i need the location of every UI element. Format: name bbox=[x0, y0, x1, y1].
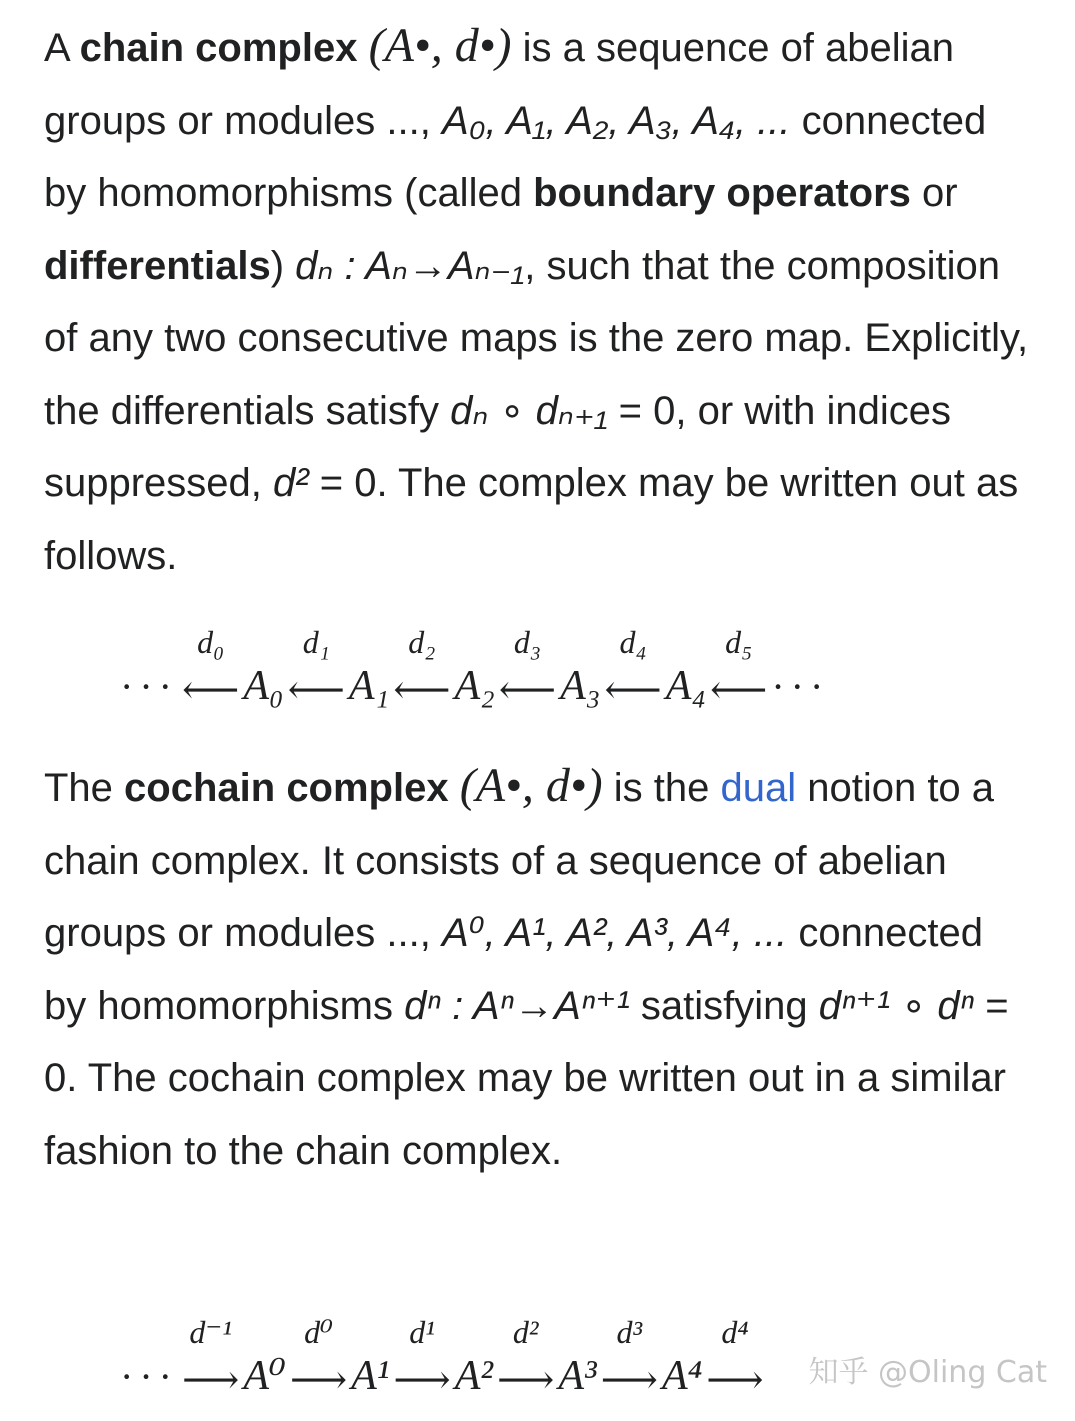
chain-arrow: d₀ ⟵ bbox=[181, 624, 240, 712]
chain-complex-definition: A chain complex (A•, d•) is a sequence of abelian groups or modules ..., A₀, A₁, A₂, A₃, A₄, ... connected by homomorphisms (called boundary operators or differentials) dₙ : Aₙ→Aₙ₋₁, such that the composition of any two consecutive maps is the zero map. Explicitly, the differentials satisfy dₙ ∘ dₙ₊₁ = 0, or with indices suppressed, d² = 0. The complex may be written out as follows. bbox=[44, 19, 1029, 578]
term-cochain-complex: cochain complex bbox=[124, 766, 449, 810]
d-squared: d² bbox=[273, 461, 309, 505]
cochain-node: A² bbox=[454, 1353, 493, 1399]
cochain-complex-notation: (A•, d•) bbox=[459, 759, 603, 812]
watermark: 知乎 @Oling Cat bbox=[808, 1355, 1047, 1390]
dual-link[interactable]: dual bbox=[720, 766, 797, 810]
chain-arrow: d₅ ⟵ bbox=[710, 624, 768, 712]
arrow-label: d₀ bbox=[197, 624, 225, 660]
cochain-sequence: A⁰, A¹, A², A³, A⁴, ... bbox=[441, 911, 788, 955]
arrow-label: d₃ bbox=[513, 624, 542, 660]
cochain-arrow: d¹ ⟶ bbox=[393, 1314, 451, 1402]
arrow-label: d⁻¹ bbox=[189, 1314, 232, 1350]
cochain-node: A¹ bbox=[351, 1353, 390, 1399]
chain-complex-diagram bbox=[120, 624, 1040, 712]
diagram-ellipsis: ··· bbox=[771, 664, 830, 709]
chain-node: A₃ bbox=[560, 663, 601, 709]
chain-arrow: d₁ ⟵ bbox=[287, 624, 345, 712]
arrow-label: d₄ bbox=[619, 624, 647, 660]
chain-node: A₄ bbox=[665, 663, 707, 709]
arrow-label: d⁴ bbox=[721, 1314, 749, 1350]
chain-complex-notation: (A•, d•) bbox=[368, 19, 512, 72]
cochain-arrow: d⁻¹ ⟶ bbox=[181, 1314, 240, 1402]
cochain-node: A⁰ bbox=[243, 1353, 286, 1399]
boundary-map: dₙ : Aₙ→Aₙ₋₁ bbox=[295, 243, 525, 288]
arrow-label: d² bbox=[512, 1314, 539, 1350]
arrow-label: d₁ bbox=[302, 624, 330, 660]
arrow-label: d₂ bbox=[408, 624, 436, 660]
term-boundary-operators: boundary operators bbox=[533, 171, 911, 215]
chain-node: A₀ bbox=[243, 663, 284, 709]
diagram-ellipsis: ··· bbox=[120, 664, 178, 709]
cochain-arrow: d² ⟶ bbox=[497, 1314, 555, 1402]
cochain-arrow: d⁰ ⟶ bbox=[289, 1314, 348, 1402]
term-differentials: differentials bbox=[44, 243, 271, 288]
cochain-composition: dⁿ⁺¹ ∘ dⁿ bbox=[818, 983, 975, 1028]
chain-arrow: d₄ ⟵ bbox=[604, 624, 662, 712]
term-chain-complex: chain complex bbox=[79, 26, 358, 70]
chain-node: A₂ bbox=[454, 663, 495, 709]
cochain-node: A³ bbox=[558, 1353, 597, 1399]
diagram-ellipsis: ··· bbox=[120, 1354, 178, 1399]
arrow-label: d₅ bbox=[725, 624, 753, 660]
composition-equation: dₙ ∘ dₙ₊₁ bbox=[450, 388, 608, 433]
arrow-label: d⁰ bbox=[304, 1314, 333, 1350]
cochain-node: A⁴ bbox=[661, 1353, 703, 1399]
chain-sequence: A₀, A₁, A₂, A₃, A₄, ... bbox=[441, 98, 791, 143]
arrow-label: d³ bbox=[616, 1314, 643, 1350]
chain-node: A₁ bbox=[348, 663, 390, 709]
cochain-arrow: d³ ⟶ bbox=[600, 1314, 658, 1402]
arrow-label: d¹ bbox=[409, 1314, 435, 1350]
cochain-arrow: d⁴ ⟶ bbox=[706, 1314, 764, 1402]
chain-arrow: d₃ ⟵ bbox=[498, 624, 557, 712]
coboundary-map: dⁿ : Aⁿ→Aⁿ⁺¹ bbox=[404, 983, 630, 1028]
cochain-complex-definition: The cochain complex (A•, d•) is the dual notion to a chain complex. It consists of a sequence of abelian groups or modules ..., A⁰, A¹, A², A³, A⁴, ... connected by homomorphisms dⁿ : Aⁿ→Aⁿ⁺¹ satisfying dⁿ⁺¹ ∘ dⁿ = 0. The cochain complex may be written out in a similar fashion to the chain complex. bbox=[44, 759, 1009, 1173]
chain-arrow: d₂ ⟵ bbox=[393, 624, 451, 712]
